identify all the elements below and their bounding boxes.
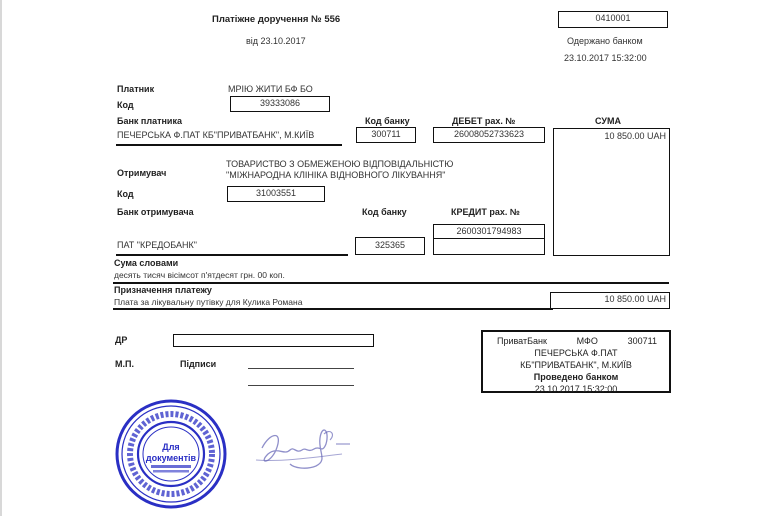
dr-field (173, 334, 374, 347)
bank-stamp (481, 330, 671, 393)
purpose-value: Плата за лікувальну путівку для Кулика Романа (114, 297, 303, 307)
sum-words-value: десять тисяч вісімсот п'ятдесят грн. 00 коп. (114, 270, 285, 280)
received-datetime: 23.10.2017 15:32:00 (564, 53, 647, 63)
purpose-label: Призначення платежу (114, 285, 212, 295)
recipient-bank-code-label: Код банку (362, 207, 407, 217)
dr-label: ДР (115, 335, 128, 345)
credit-account-box-empty (433, 238, 545, 255)
payer-bank-underline (116, 144, 342, 146)
recipient-code-box: 31003551 (227, 186, 325, 202)
seal-text-2: документів (145, 453, 197, 463)
debit-label: ДЕБЕТ рах. № (452, 116, 516, 126)
recipient-code-label: Код (117, 189, 134, 199)
bank-stamp-bank: ПриватБанк (497, 336, 547, 346)
recipient-bank-underline (116, 254, 348, 256)
amount-label: СУМА (595, 116, 621, 126)
payer-name: МРІЮ ЖИТИ БФ БО (228, 84, 313, 94)
bank-stamp-header-row (483, 335, 669, 347)
payer-bank-name: ПЕЧЕРСЬКА Ф.ПАТ КБ"ПРИВАТБАНК", М.КИЇВ (117, 130, 315, 140)
bank-stamp-branch-line2: КБ"ПРИВАТБАНК", М.КИЇВ (520, 360, 632, 370)
payer-code-label: Код (117, 100, 134, 110)
sum-words-label: Сума словами (114, 258, 179, 268)
signature-line-2 (248, 385, 354, 386)
purpose-divider (113, 308, 553, 310)
signature-icon (250, 420, 360, 480)
recipient-name-line1: ТОВАРИСТВО З ОБМЕЖЕНОЮ ВІДПОВІДАЛЬНІСТЮ (226, 159, 454, 169)
received-label: Одержано банком (567, 36, 643, 46)
debit-account-box: 26008052733623 (433, 127, 545, 143)
recipient-bank-label: Банк отримувача (117, 207, 194, 217)
recipient-name-line2: "МІЖНАРОДНА КЛІНІКА ВІДНОВНОГО ЛІКУВАННЯ" (226, 170, 446, 180)
recipient-bank-code-box: 325365 (355, 237, 425, 255)
credit-label: КРЕДИТ рах. № (451, 207, 520, 217)
form-code-box: 0410001 (558, 11, 668, 28)
amount-box (553, 128, 670, 256)
mp-label: М.П. (115, 359, 134, 369)
document-title: Платіжне доручення № 556 (212, 14, 341, 25)
sum-words-divider (113, 282, 669, 284)
bank-stamp-processed-label: Проведено банком (533, 372, 619, 382)
signature-line-1 (248, 368, 354, 369)
bank-stamp-mfo-label: МФО (576, 336, 598, 346)
seal-text-1: Для (162, 442, 180, 452)
payer-bank-label: Банк платника (117, 116, 182, 126)
signatures-label: Підписи (180, 359, 217, 369)
payer-label: Платник (117, 84, 155, 94)
payer-code-box: 39333086 (230, 96, 330, 112)
recipient-label: Отримувач (117, 168, 167, 178)
round-seal-icon (115, 398, 227, 510)
bank-stamp-mfo: 300711 (627, 336, 657, 346)
amount-value: 10 850.00 UAH (604, 131, 666, 141)
document-date: від 23.10.2017 (246, 36, 306, 46)
bank-stamp-processed-datetime: 23.10.2017 15:32:00 (534, 384, 618, 394)
purpose-amount-box: 10 850.00 UAH (550, 292, 670, 309)
bank-stamp-branch-line1: ПЕЧЕРСЬКА Ф.ПАТ (534, 348, 618, 358)
payer-bank-code-box: 300711 (356, 127, 416, 143)
recipient-bank-name: ПАТ "КРЕДОБАНК" (117, 240, 197, 250)
page-edge (0, 0, 2, 516)
payer-bank-code-label: Код банку (365, 116, 410, 126)
credit-account-box: 2600301794983 (433, 224, 545, 240)
